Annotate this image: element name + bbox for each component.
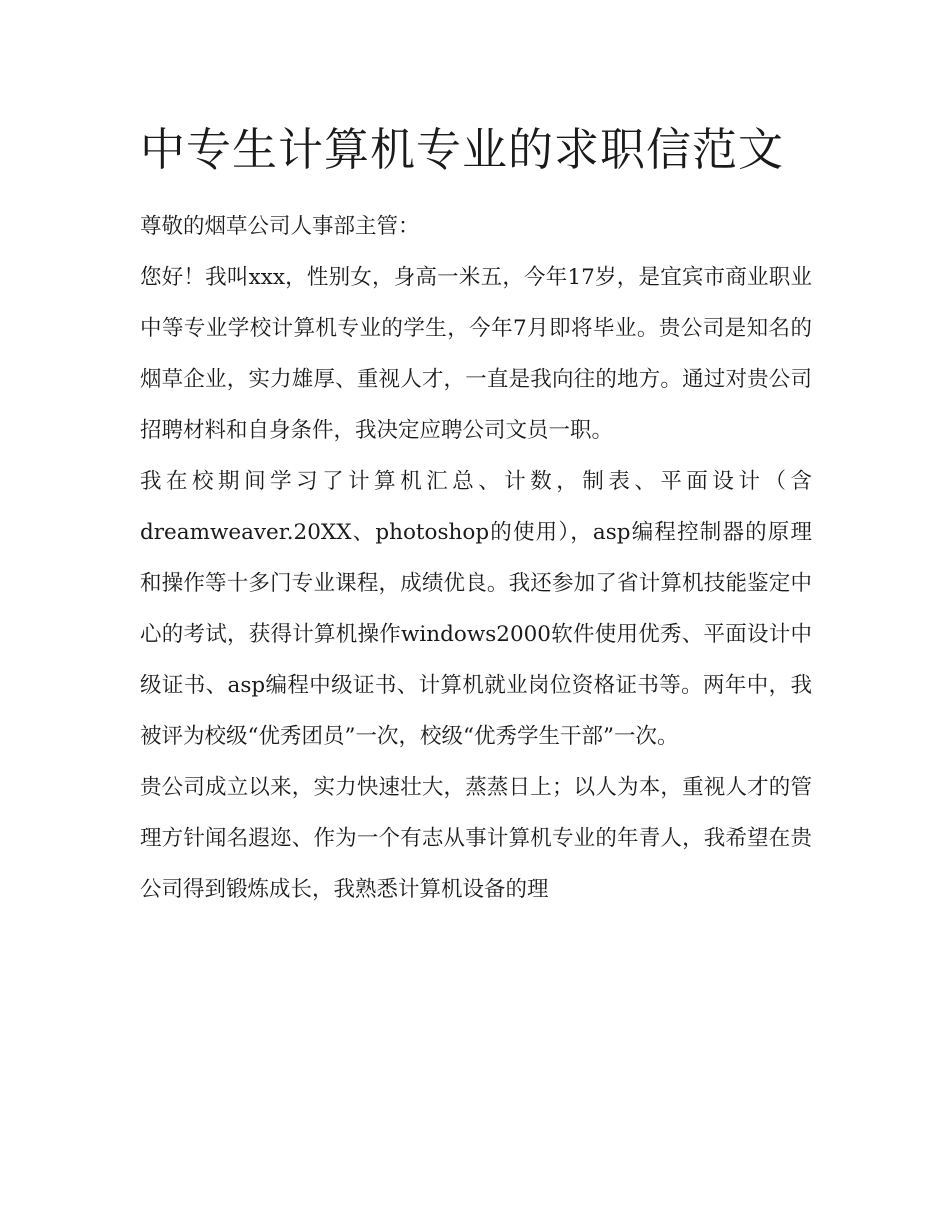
paragraph-motivation: 贵公司成立以来，实力快速壮大，蒸蒸日上；以人为本，重视人才的管理方针闻名遐迩、作为一个有志从事计算机专业的年青人，我希望在贵公司得到锻炼成长，我熟悉计算机设备的理 (140, 775, 812, 902)
letter-text (140, 201, 812, 915)
paragraph-introduction: 您好！我叫xxx，性别女，身高一米五，今年17岁，是宜宾市商业职业中等专业学校计算机专业的学生，今年7月即将毕业。贵公司是知名的烟草企业，实力雄厚、重视人才，一直是我向往的地方。通过对贵公司招聘材料和自身条件，我决定应聘公司文员一职。 (140, 265, 812, 443)
paragraph-qualifications: 我在校期间学习了计算机汇总、计数，制表、平面设计（含dreamweaver.20XX、photoshop的使用），asp编程控制器的原理和操作等十多门专业课程，成绩优良。我还参加了省计算机技能鉴定中心的考试，获得计算机操作windows2000软件使用优秀、平面设计中级证书、asp编程中级证书、计算机就业岗位资格证书等。两年中，我被评为校级“优秀团员”一次，校级“优秀学生干部”一次。 (140, 469, 812, 749)
salutation: 尊敬的烟草公司人事部主管： (140, 214, 420, 239)
document-title: 中专生计算机专业的求职信范文 (140, 123, 785, 176)
document-body (140, 112, 812, 915)
